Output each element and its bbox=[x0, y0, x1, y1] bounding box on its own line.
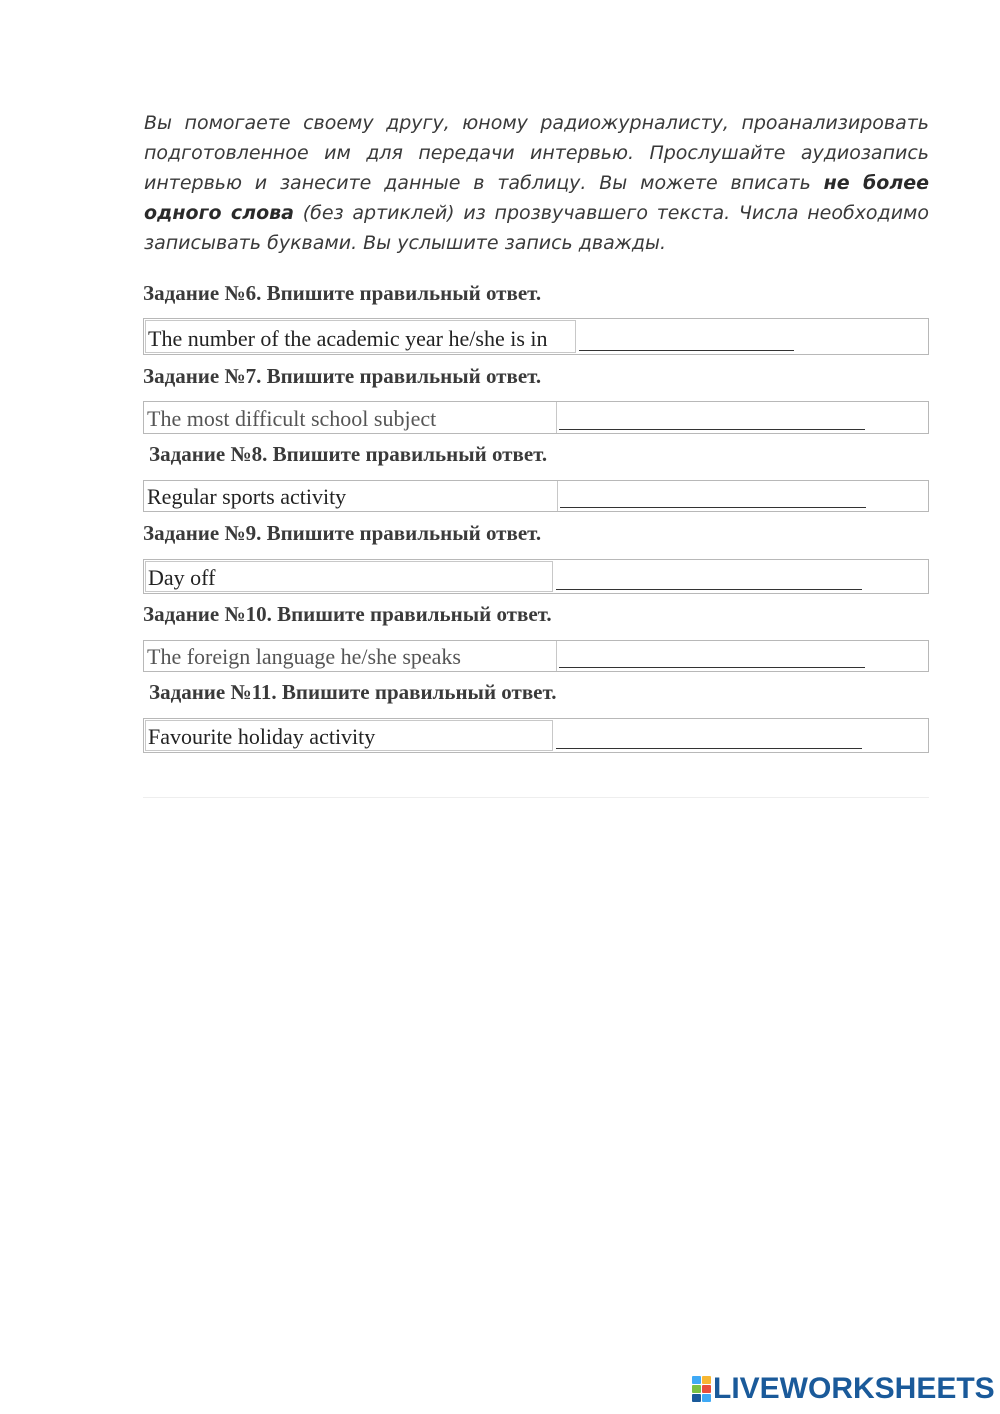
task-11-prompt: Favourite holiday activity bbox=[145, 720, 553, 751]
task-7-table bbox=[143, 401, 929, 434]
liveworksheets-logo-icon bbox=[692, 1376, 710, 1402]
task-9-table bbox=[143, 559, 929, 594]
task-10-table bbox=[143, 640, 929, 672]
task-6-heading: Задание №6. Впишите правильный ответ. bbox=[143, 281, 542, 305]
task-11-answer-field[interactable] bbox=[556, 748, 862, 749]
task-9-heading: Задание №9. Впишите правильный ответ. bbox=[143, 521, 542, 545]
instructions-paragraph bbox=[144, 108, 929, 258]
task-7-answer-field[interactable] bbox=[559, 429, 865, 430]
liveworksheets-logo bbox=[692, 1374, 995, 1404]
task-6-answer-field[interactable] bbox=[579, 350, 794, 351]
task-8-heading: Задание №8. Впишите правильный ответ. bbox=[149, 442, 548, 466]
task-10-answer-cell bbox=[556, 641, 928, 671]
task-7-prompt: The most difficult school subject bbox=[147, 406, 437, 431]
task-11-heading: Задание №11. Впишите правильный ответ. bbox=[149, 680, 557, 704]
task-10-heading: Задание №10. Впишите правильный ответ. bbox=[143, 602, 552, 626]
footer-divider bbox=[143, 797, 929, 798]
task-7-answer-cell bbox=[556, 402, 928, 433]
task-9-answer-cell bbox=[554, 560, 928, 593]
task-9-prompt: Day off bbox=[145, 561, 553, 592]
task-6-table bbox=[143, 318, 929, 355]
task-10-prompt: The foreign language he/she speaks bbox=[147, 644, 461, 669]
task-7-heading: Задание №7. Впишите правильный ответ. bbox=[143, 364, 542, 388]
logo-text: LIVEWORKSHEETS bbox=[713, 1372, 995, 1405]
task-6-answer-cell bbox=[577, 319, 928, 354]
instructions-text-2: (без артиклей) из прозвучавшего текста. Числа необходимо записывать буквами. Вы услышите запись дважды. bbox=[144, 202, 930, 254]
task-11-table bbox=[143, 718, 929, 753]
task-8-answer-cell bbox=[557, 481, 928, 511]
task-11-answer-cell bbox=[554, 719, 928, 752]
instructions-bold-text: не более одного слова bbox=[144, 172, 930, 224]
task-8-answer-field[interactable] bbox=[560, 507, 866, 508]
task-9-answer-field[interactable] bbox=[556, 589, 862, 590]
task-8-table bbox=[143, 480, 929, 512]
instructions-text-1: Вы помогаете своему другу, юному радиожурналисту, проанализировать подготовленное им для передачи интервью. Прослушайте аудиозапись интервью и занесите данные в таблицу. Вы можете вписать bbox=[144, 112, 929, 194]
task-8-prompt: Regular sports activity bbox=[147, 484, 347, 509]
task-10-answer-field[interactable] bbox=[559, 667, 865, 668]
task-6-prompt: The number of the academic year he/she is in bbox=[145, 320, 576, 353]
